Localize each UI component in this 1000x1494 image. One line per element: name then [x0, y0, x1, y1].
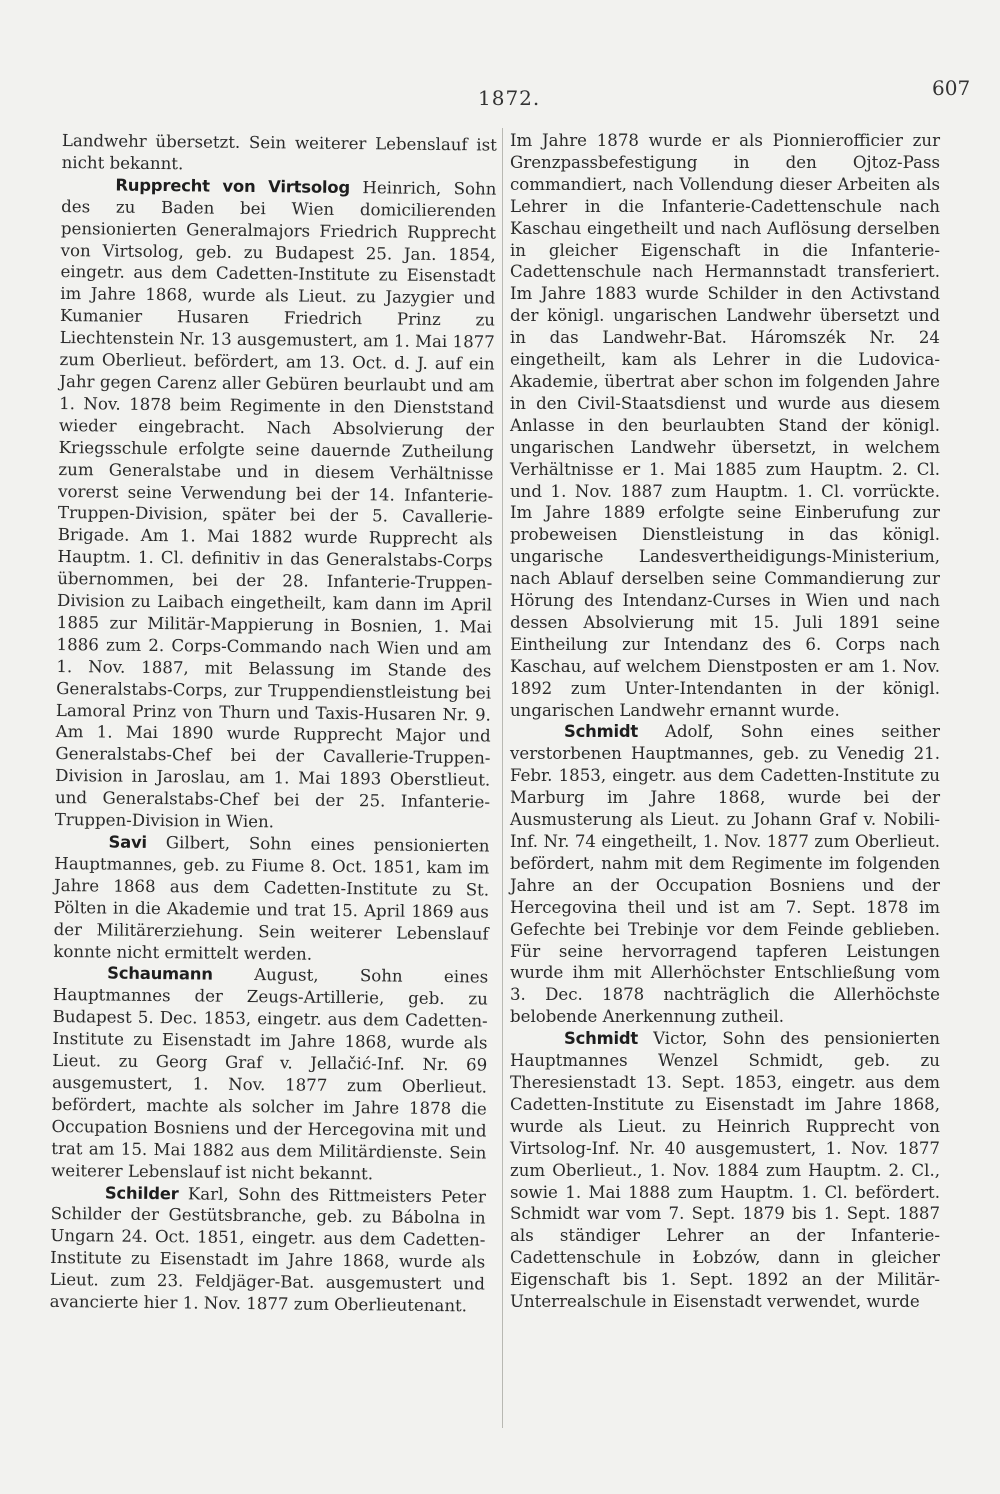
entry-text: August, Sohn eines Hauptmannes der Zeugs-Artillerie, geb. zu Budapest 5. Dec. 1853, eingetr. aus dem Cadetten-Institute zu Eisenstadt im Jahre 1868, wurde als Lieut. zu Georg Graf v. Jellačić-Inf. Nr. 69 ausgemustert, 1. Nov. 1877 zum Oberlieut. befördert, machte als solcher im Jahre 1878 die Occupation Bosniens und der Hercegovina mit und trat am 15. Mai 1882 aus dem Militärdienste. Sein weiterer Lebenslauf ist nicht bekannt. [51, 965, 489, 1183]
entry-text: Im Jahre 1878 wurde er als Pionnierofficier zur Grenzpassbefestigung in den Ojtoz-Pass commandiert, nach Vollendung dieser Arbeiten als Lehrer in die Infanterie-Cadettenschule nach Kaschau eingetheilt und nach Auflösung derselben in gleicher Eigenschaft in die Infanterie-Cadettenschule nach Hermannstadt transferiert. Im Jahre 1883 wurde Schilder in den Activstand der königl. ungarischen Landwehr übersetzt und in das Landwehr-Bat. Háromszék Nr. 24 eingetheilt, kam als Lehrer in die Ludovica-Akademie, übertrat aber schon im folgenden Jahre in den Civil-Staatsdienst und wurde aus diesem Anlasse in den beurlaubten Stand der königl. ungarischen Landwehr übersetzt, in welchem Verhältnisse er 1. Mai 1885 zum Hauptm. 2. Cl. und 1. Nov. 1887 zum Hauptm. 1. Cl. vorrückte. Im Jahre 1889 erfolgte seine Einberufung zur probeweisen Dienstleistung in das königl. ungarische Landesvertheidigungs-Ministerium, nach Ablauf derselben seine Commandierung zur Hörung des Intendanz-Curses in Wien und nach dessen Absolvierung mit 15. Juli 1891 seine Eintheilung zur Intendanz des 6. Corps nach Kaschau, auf welchem Dienstposten er am 1. Nov. 1892 zum Unter-Intendanten in der königl. ungarischen Landwehr ernannt wurde. [510, 131, 940, 720]
entry-name: Schilder [104, 1183, 179, 1203]
right-column [510, 130, 940, 1313]
paragraph [510, 130, 940, 721]
column-divider [502, 128, 503, 1428]
entry-name: Schaumann [107, 963, 213, 985]
entry-name: Savi [108, 832, 148, 852]
paragraph [62, 130, 497, 178]
biography-entry [53, 831, 489, 967]
biography-entry [510, 1028, 940, 1313]
entry-name: Schmidt [564, 722, 639, 742]
entry-text: Heinrich, Sohn des zu Baden bei Wien domicilierenden pensionierten Generalmajors Friedrich Rupprecht von Virtsolog, geb. zu Budapest 25. Jan. 1854, eingetr. aus dem Cadetten-Institute zu Eisenstadt im Jahre 1868, wurde als Lieut. zu Jazygier und Kumanier Husaren Friedrich Prinz zu Liechtenstein Nr. 13 ausgemustert, am 1. Mai 1877 zum Oberlieut. befördert, am 13. Oct. d. J. auf ein Jahr gegen Carenz aller Gebüren beurlaubt und am 1. Nov. 1878 beim Regimente in den Dienststand wieder eingebracht. Nach Absolvierung der Kriegsschule erfolgte seine dauernde Zutheilung zum Generalstabe und in diesem Verhältnisse vorerst seine Verwendung bei der 14. Infanterie-Truppen-Division, später bei der 5. Cavallerie-Brigade. Am 1. Mai 1882 wurde Rupprecht als Hauptm. 1. Cl. definitiv in das Generalstabs-Corps übernommen, bei der 28. Infanterie-Truppen-Division zu Laibach eingetheilt, kam dann im April 1885 zur Militär-Mappierung in Bosnien, 1. Mai 1886 zum 2. Corps-Commando nach Wien und am 1. Nov. 1887, mit Belassung im Stande des Generalstabs-Corps, zur Truppendienstleistung bei Lamoral Prinz von Thurn und Taxis-Husaren Nr. 9. Am 1. Mai 1890 wurde Rupprecht Major und Generalstabs-Chef bei der Cavallerie-Truppen-Division in Jaroslau, am 1. Mai 1893 Oberstlieut. und Generalstabs-Chef bei der 25. Infanterie-Truppen-Division in Wien. [54, 177, 497, 832]
page-number: 607 [932, 76, 971, 100]
biography-entry [50, 1181, 486, 1317]
entry-text: Landwehr übersetzt. Sein weiterer Lebenslauf ist nicht bekannt. [61, 130, 497, 174]
entry-text: Adolf, Sohn eines seither verstorbenen Hauptmannes, geb. zu Venedig 21. Febr. 1853, eingetr. aus dem Cadetten-Institute zu Marburg im Jahre 1868, wurde bei der Ausmusterung als Lieut. zu Johann Graf v. Nobili-Inf. Nr. 74 eingetheilt, 1. Nov. 1877 zum Oberlieut. befördert, nahm mit dem Regimente im folgenden Jahre an der Occupation Bosniens und der Hercegovina theil und ist am 7. Sept. 1878 im Gefechte bei Trebinje vor dem Feinde geblieben. Für seine hervorragend tapferen Leistungen wurde ihm mit Allerhöchster Entschließung vom 3. Dec. 1878 nachträglich die Allerhöchste belobende Anerkennung zutheil. [510, 722, 940, 1027]
entry-text: Gilbert, Sohn eines pensionierten Hauptmannes, geb. zu Fiume 8. Oct. 1851, kam im Jahre 1868 aus dem Cadetten-Institute zu St. Pölten in die Akademie und trat 15. April 1869 aus der Militärerziehung. Sein weiterer Lebenslauf konnte nicht ermittelt werden. [53, 832, 490, 964]
biography-entry [510, 721, 940, 1028]
entry-name: Schmidt [564, 1029, 639, 1049]
entry-name: Rupprecht von Virtsolog [115, 175, 351, 197]
page-header-year: 1872. [478, 86, 541, 110]
left-column [50, 130, 497, 1317]
entry-text: Victor, Sohn des pensionierten Hauptmannes Wenzel Schmidt, geb. zu Theresienstadt 13. Sept. 1853, eingetr. aus dem Cadetten-Institute zu Eisenstadt im Jahre 1868, wurde als Lieut. zu Heinrich Rupprecht von Virtsolog-Inf. Nr. 40 ausgemustert, 1. Nov. 1877 zum Oberlieut., 1. Nov. 1884 zum Hauptm. 2. Cl., sowie 1. Mai 1888 zum Hauptm. 1. Cl. befördert. Schmidt war vom 7. Sept. 1879 bis 1. Sept. 1887 als ständiger Lehrer an der Infanterie-Cadettenschule in Łobzów, dann in gleicher Eigenschaft bis 1. Sept. 1892 an der Militär-Unterrealschule in Eisenstadt verwendet, wurde [510, 1029, 940, 1312]
biography-entry [55, 174, 497, 836]
biography-entry [51, 962, 488, 1186]
entry-text: Karl, Sohn des Rittmeisters Peter Schilder der Gestütsbranche, geb. zu Bábolna in Ungarn 24. Oct. 1851, eingetr. aus dem Cadetten-Institute zu Eisenstadt im Jahre 1868, wurde als Lieut. zum 23. Feldjäger-Bat. ausgemustert und avancierte hier 1. Nov. 1877 zum Oberlieutenant. [49, 1183, 486, 1316]
